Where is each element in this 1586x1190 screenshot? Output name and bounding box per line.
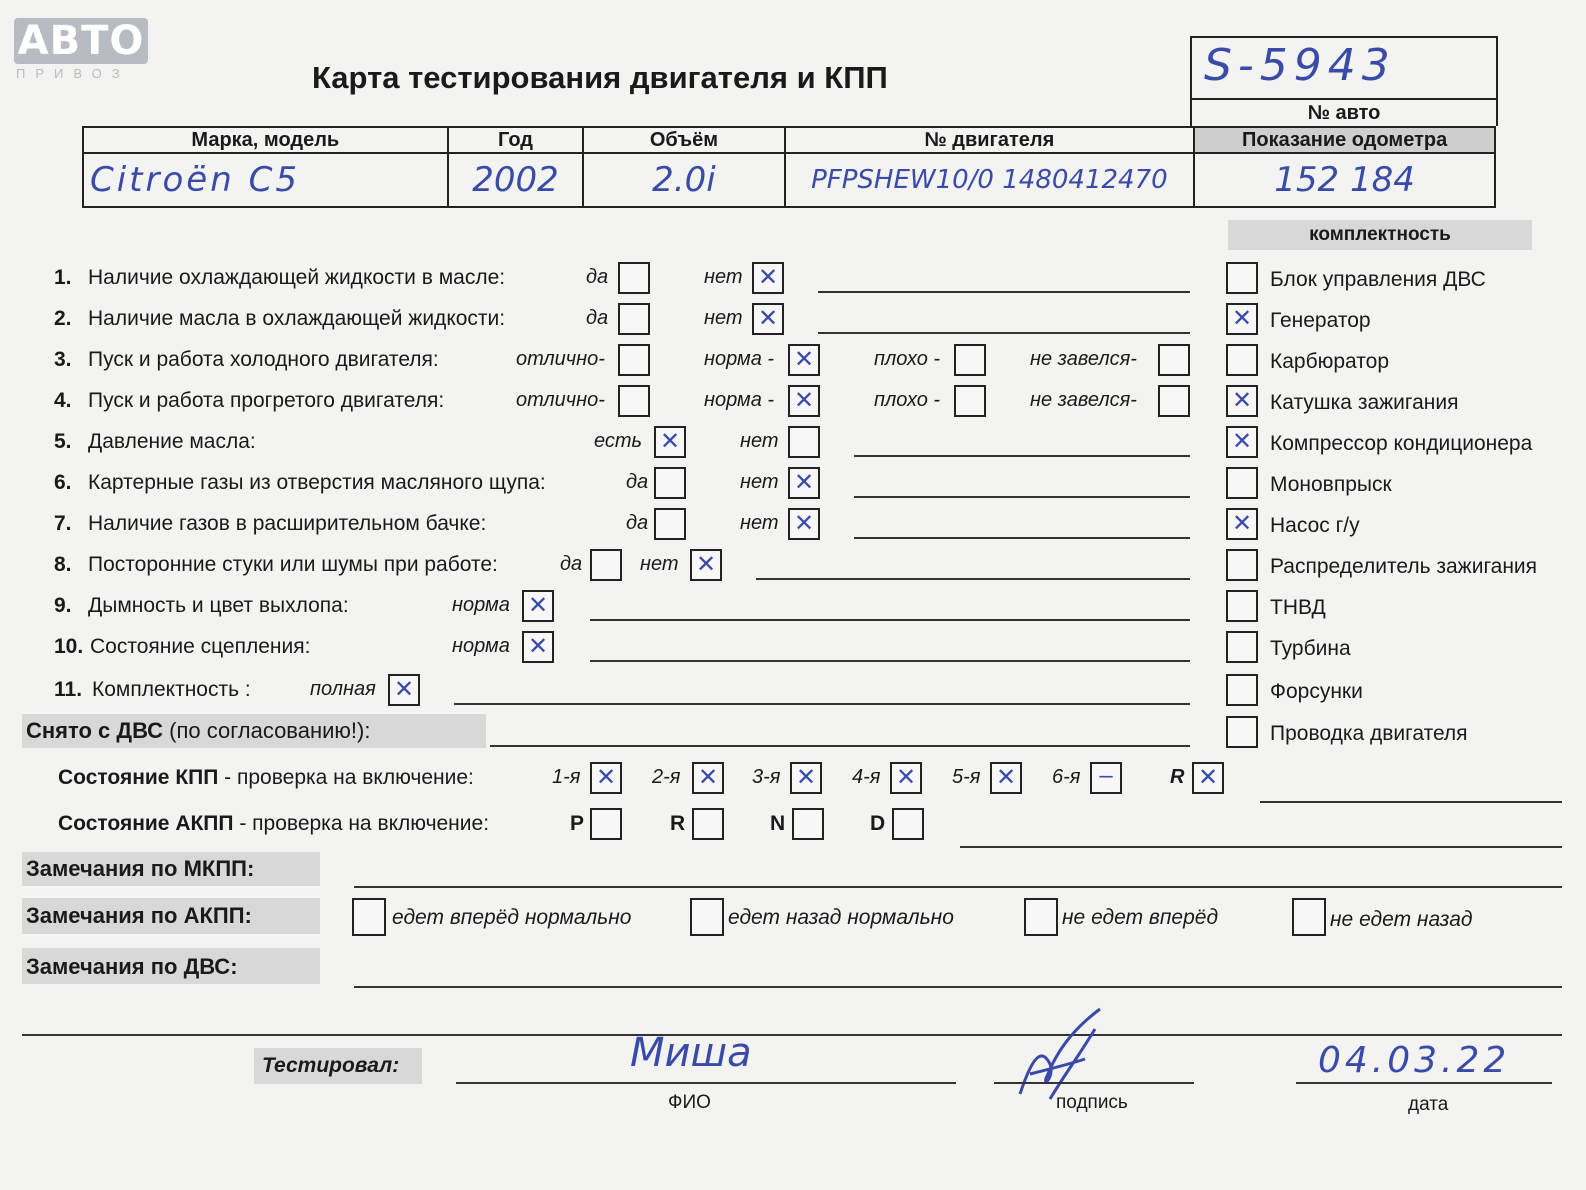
header-model: Марка, модель [83,127,448,153]
akpp-option-label: не едет назад [1330,908,1473,931]
kpp-label [58,766,474,790]
akpp-r-checkbox[interactable] [692,808,724,840]
option-label: нет [704,266,743,288]
question-text: Картерные газы из отверстия масляного щупа: [88,471,546,494]
q4-nostart-checkbox[interactable] [1158,385,1190,417]
question-text: Посторонние стуки или шумы при работе: [88,553,498,576]
option-label: норма [452,635,510,657]
komplekt-item: Компрессор кондиционера [1270,432,1533,455]
akpp-option-label: едет вперёд нормально [392,906,632,929]
akpp-forward-ok-checkbox[interactable] [352,898,386,936]
komplekt-checkbox[interactable] [1226,385,1258,417]
question-number: 9. [54,594,72,617]
value-volume: 2.0i [583,153,784,207]
gear-label: 3-я [752,766,781,788]
akpp-d-checkbox[interactable] [892,808,924,840]
akpp-no-forward-checkbox[interactable] [1024,898,1058,936]
akpp-gear-label: D [870,812,886,835]
q5-yes-checkbox[interactable] [654,426,686,458]
gear-label: 6-я [1052,766,1081,788]
komplekt-item: Форсунки [1270,680,1363,703]
gear-r-checkbox[interactable] [1192,762,1224,794]
header-volume: Объём [583,127,784,153]
question-text: Дымность и цвет выхлопа: [88,594,349,617]
date-label: дата [1408,1094,1449,1115]
date-line [1296,1082,1552,1084]
q4-bad-checkbox[interactable] [954,385,986,417]
komplekt-item: Проводка двигателя [1270,722,1468,745]
option-label: да [626,471,649,493]
vehicle-table [82,126,1496,208]
komplekt-checkbox[interactable] [1226,631,1258,663]
value-model: Citroën C5 [83,153,448,207]
komplekt-item: Моновпрыск [1270,473,1392,496]
komplekt-item: Насос г/у [1270,514,1360,537]
answer-line [354,886,1562,888]
option-label: нет [640,553,679,575]
komplekt-item: Катушка зажигания [1270,391,1459,414]
q5-no-checkbox[interactable] [788,426,820,458]
q4-excellent-checkbox[interactable] [618,385,650,417]
q8-no-checkbox[interactable] [690,549,722,581]
option-label: да [626,512,649,534]
option-label: норма - [704,348,775,370]
q7-yes-checkbox[interactable] [654,508,686,540]
answer-line [590,660,1190,662]
header-year: Год [448,127,584,153]
option-label: отлично- [516,389,605,411]
q1-yes-checkbox[interactable] [618,262,650,294]
answer-line [854,455,1190,457]
komplekt-checkbox[interactable] [1226,262,1258,294]
komplekt-item: Блок управления ДВС [1270,268,1486,291]
option-label: есть [594,430,643,452]
q6-yes-checkbox[interactable] [654,467,686,499]
fio-value: Миша [630,1030,752,1076]
question-text: Наличие масла в охлаждающей жидкости: [88,307,506,330]
q6-no-checkbox[interactable] [788,467,820,499]
removed-bold: Снято с ДВС [26,718,164,743]
komplekt-item: Карбюратор [1270,350,1390,373]
answer-line [854,496,1190,498]
question-number: 11. [54,678,83,701]
question-number: 2. [54,307,72,330]
gear-3-checkbox[interactable] [790,762,822,794]
question-number: 1. [54,266,72,289]
komplekt-checkbox[interactable] [1226,590,1258,622]
komplekt-checkbox[interactable] [1226,549,1258,581]
komplektnost-title: комплектность [1309,224,1451,245]
akpp-no-backward-checkbox[interactable] [1292,898,1326,936]
akpp-n-checkbox[interactable] [792,808,824,840]
value-odometer: 152 184 [1194,153,1495,207]
option-label: нет [740,430,779,452]
akpp-label [58,812,489,836]
q2-no-checkbox[interactable] [752,303,784,335]
value-year: 2002 [448,153,584,207]
akpp-gear-label: N [770,812,786,835]
q3-bad-checkbox[interactable] [954,344,986,376]
kpp-bold: Состояние КПП [58,766,219,789]
gear-label: 5-я [952,766,981,788]
gear-5-checkbox[interactable] [990,762,1022,794]
removed-label [26,718,370,744]
question-text: Наличие охлаждающей жидкости в масле: [88,266,506,289]
tested-label: Тестировал: [262,1054,400,1077]
q7-no-checkbox[interactable] [788,508,820,540]
komplekt-item: Распределитель зажигания [1270,555,1538,578]
q3-excellent-checkbox[interactable] [618,344,650,376]
q4-normal-checkbox[interactable] [788,385,820,417]
answer-line [756,578,1190,580]
komplekt-item: Турбина [1270,637,1351,660]
q1-no-checkbox[interactable] [752,262,784,294]
komplekt-checkbox[interactable] [1226,467,1258,499]
option-label: норма - [704,389,775,411]
question-text: Пуск и работа холодного двигателя: [88,348,439,371]
logo: АВТО [14,18,148,64]
akpp-backward-ok-checkbox[interactable] [690,898,724,936]
answer-line [454,703,1190,705]
komplekt-checkbox[interactable] [1226,716,1258,748]
komplekt-item: Генератор [1270,309,1371,332]
q11-full-checkbox[interactable] [388,674,420,706]
question-number: 10. [54,635,84,658]
remarks-akpp-label: Замечания по АКПП: [26,903,252,928]
value-engine-number: PFPSHEW10/0 1480412470 [785,153,1195,207]
komplekt-checkbox[interactable] [1226,426,1258,458]
auto-number-label: № авто [1190,98,1498,126]
removed-rest: (по согласованию!) [169,718,365,743]
option-label: не завелся- [1030,348,1137,370]
question-number: 6. [54,471,72,494]
question-text: Комплектность : [92,678,251,701]
gear-label: 4-я [852,766,881,788]
akpp-option-label: едет назад нормально [728,906,954,929]
q3-normal-checkbox[interactable] [788,344,820,376]
gear-6-checkbox[interactable] [1090,762,1122,794]
gear-label: 1-я [552,766,581,788]
option-label: да [560,553,583,575]
answer-line [354,986,1562,988]
answer-line [854,537,1190,539]
auto-number-value: S-5943 [1204,40,1396,91]
q2-yes-checkbox[interactable] [618,303,650,335]
question-text: Состояние сцепления: [90,635,311,658]
option-label: плохо - [874,348,941,370]
answer-line [490,745,1190,747]
fio-label: ФИО [668,1092,711,1113]
answer-line [590,619,1190,621]
option-label: плохо - [874,389,941,411]
remarks-mkpp-label: Замечания по МКПП: [26,856,255,881]
kpp-rest: - проверка на включение: [218,766,474,789]
gear-2-checkbox[interactable] [692,762,724,794]
komplekt-checkbox[interactable] [1226,508,1258,540]
question-text: Пуск и работа прогретого двигателя: [88,389,445,412]
auto-number-box [1190,36,1498,100]
removed-end: : [364,718,371,743]
option-label: нет [704,307,743,329]
gear-4-checkbox[interactable] [890,762,922,794]
q9-normal-checkbox[interactable] [522,590,554,622]
option-label: да [586,307,609,329]
answer-line [818,291,1190,293]
answer-line [818,332,1190,334]
akpp-rest: - проверка на включение: [233,812,490,835]
komplekt-checkbox[interactable] [1226,344,1258,376]
answer-line [960,846,1562,848]
question-number: 5. [54,430,72,453]
signature-label: подпись [1056,1092,1128,1113]
komplekt-item: ТНВД [1270,596,1326,619]
question-number: 7. [54,512,72,535]
question-number: 4. [54,389,72,412]
signature-line [994,1082,1194,1084]
komplekt-checkbox[interactable] [1226,674,1258,706]
option-label: да [586,266,609,288]
akpp-p-checkbox[interactable] [590,808,622,840]
question-text: Давление масла: [88,430,256,453]
gear-label: R [1170,766,1185,788]
page-title: Карта тестирования двигателя и КПП [312,60,888,95]
option-label: нет [740,471,779,493]
question-number: 3. [54,348,72,371]
option-label: полная [310,678,376,700]
header-engine-number: № двигателя [785,127,1195,153]
gear-1-checkbox[interactable] [590,762,622,794]
answer-line [1260,801,1562,803]
answer-line [22,1034,1562,1036]
akpp-gear-label: R [670,812,686,835]
question-text: Наличие газов в расширительном бачке: [88,512,487,535]
gear-label: 2-я [652,766,681,788]
remarks-dvs-label: Замечания по ДВС: [26,954,238,979]
q8-yes-checkbox[interactable] [590,549,622,581]
date-value: 04.03.22 [1318,1040,1511,1081]
option-label: норма [452,594,510,616]
option-label: отлично- [516,348,605,370]
komplekt-checkbox[interactable] [1226,303,1258,335]
q10-normal-checkbox[interactable] [522,631,554,663]
option-label: нет [740,512,779,534]
akpp-gear-label: P [570,812,585,835]
header-odometer: Показание одометра [1194,127,1495,153]
akpp-option-label: не едет вперёд [1062,906,1219,929]
question-number: 8. [54,553,72,576]
fio-line [456,1082,956,1084]
logo-subtitle: ПРИВОЗ [16,66,130,81]
q3-nostart-checkbox[interactable] [1158,344,1190,376]
akpp-bold: Состояние АКПП [58,812,234,835]
option-label: не завелся- [1030,389,1137,411]
signature-image [1010,1004,1120,1104]
